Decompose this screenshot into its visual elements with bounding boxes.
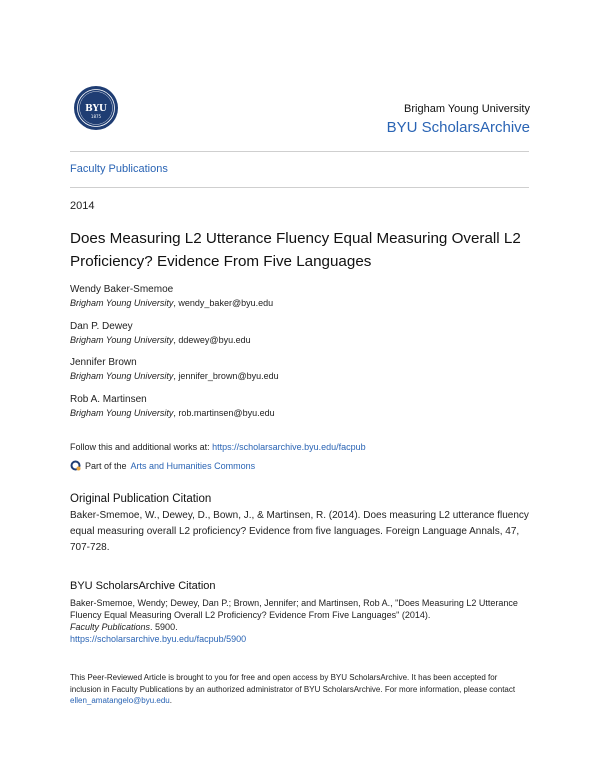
- author-name: Wendy Baker-Smemoe: [70, 284, 174, 295]
- author-email: ddewey@byu.edu: [178, 335, 251, 345]
- bsa-number: . 5900.: [150, 622, 178, 632]
- notice-text: This Peer-Reviewed Article is brought to you for free and open access by BYU ScholarsArchive. It has been accepted for inclusion in Faculty Publications by an authorized administrator of BYU ScholarsArchive. For more information, please contact: [70, 673, 516, 694]
- seal-letters: BYU: [85, 104, 107, 114]
- author-email: wendy_baker@byu.edu: [178, 298, 274, 308]
- arts-humanities-link[interactable]: Arts and Humanities Commons: [130, 460, 256, 471]
- bsa-citation-text: Baker-Smemoe, Wendy; Dewey, Dan P.; Brown, Jennifer; and Martinsen, Rob A., "Does Measuring L2 Utterance Fluency Equal Measuring Overall L2 Proficiency? Evidence From Five Languages" (2014).: [70, 598, 518, 620]
- facpub-link[interactable]: https://scholarsarchive.byu.edu/facpub: [212, 442, 366, 452]
- author-affiliation: Brigham Young University, rob.martinsen@byu.edu: [70, 408, 275, 418]
- archive-name[interactable]: BYU ScholarsArchive: [386, 119, 530, 136]
- part-of-line: [70, 460, 255, 471]
- publication-year: 2014: [70, 200, 95, 212]
- follow-text: Follow this and additional works at:: [70, 442, 213, 452]
- original-citation-text: Baker-Smemoe, W., Dewey, D., Bown, J., & Martinsen, R. (2014). Does measuring L2 utterance fluency equal measuring overall L2 proficiency? Evidence from five languages. Foreign Language Annals, 47, 707-728.: [70, 510, 529, 553]
- author-email: jennifer_brown@byu.edu: [178, 371, 279, 381]
- author-name: Rob A. Martinsen: [70, 394, 147, 405]
- affiliation: Brigham Young University: [70, 371, 174, 381]
- affiliation: Brigham Young University: [70, 335, 174, 345]
- divider: [70, 151, 529, 152]
- author-email: rob.martinsen@byu.edu: [178, 408, 275, 418]
- contact-email-link[interactable]: ellen_amatangelo@byu.edu: [70, 696, 170, 705]
- access-notice: [70, 672, 530, 707]
- author-affiliation: Brigham Young University, ddewey@byu.edu: [70, 335, 251, 345]
- author-affiliation: Brigham Young University, jennifer_brown@byu.edu: [70, 371, 279, 381]
- original-citation-heading: Original Publication Citation: [70, 493, 212, 505]
- divider: [70, 187, 529, 188]
- part-of-text: Part of the: [85, 460, 127, 471]
- author-name: Dan P. Dewey: [70, 321, 133, 332]
- byu-seal-logo: [73, 85, 119, 131]
- affiliation: Brigham Young University: [70, 408, 174, 418]
- follow-line: [70, 442, 366, 452]
- document-title: Does Measuring L2 Utterance Fluency Equal Measuring Overall L2 Proficiency? Evidence From Five Languages: [70, 230, 521, 270]
- author-name: Jennifer Brown: [70, 357, 137, 368]
- network-icon: [70, 460, 81, 471]
- notice-end: .: [169, 696, 172, 705]
- bsa-series: Faculty Publications: [70, 622, 151, 632]
- bsa-citation-block: [70, 597, 530, 645]
- collection-link[interactable]: Faculty Publications: [70, 163, 168, 175]
- author-affiliation: Brigham Young University, wendy_baker@byu.edu: [70, 298, 274, 308]
- affiliation: Brigham Young University: [70, 298, 174, 308]
- institution-name: Brigham Young University: [404, 103, 530, 115]
- seal-year: 1875: [90, 114, 102, 119]
- bsa-citation-heading: BYU ScholarsArchive Citation: [70, 580, 216, 592]
- bsa-url-link[interactable]: https://scholarsarchive.byu.edu/facpub/5900: [70, 634, 247, 644]
